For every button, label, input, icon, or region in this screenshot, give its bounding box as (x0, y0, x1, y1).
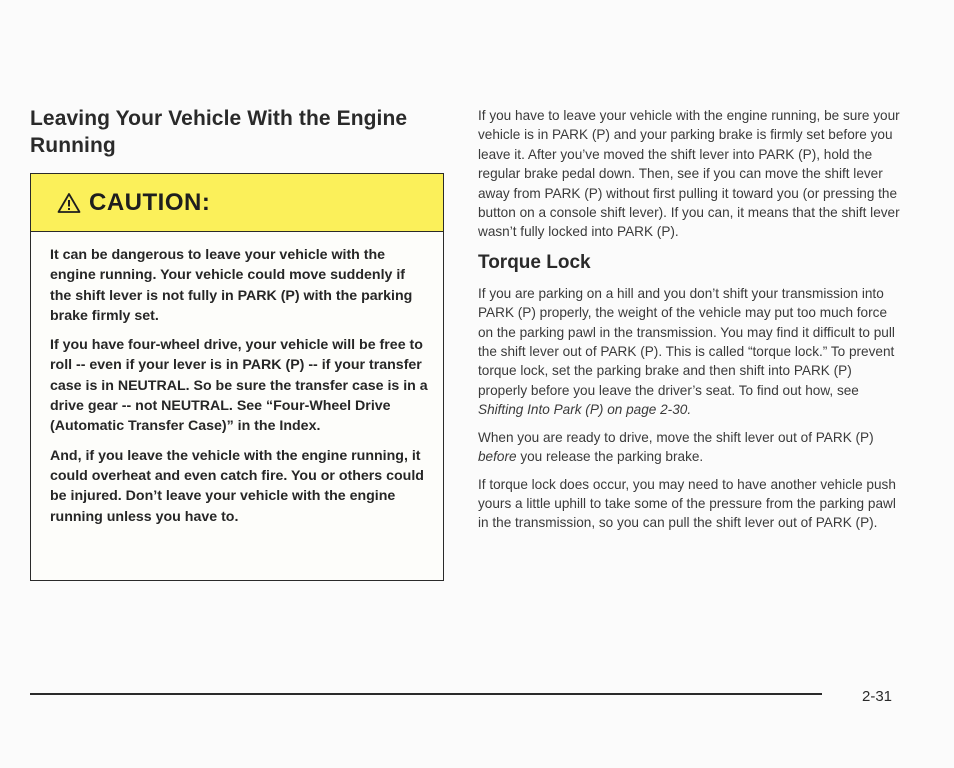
section-title: Leaving Your Vehicle With the Engine Running (30, 107, 408, 157)
caution-header (31, 174, 443, 232)
torque-paragraph-2 (478, 428, 903, 467)
caution-paragraph: If you have four-wheel drive, your vehicle will be free to roll -- even if your lever is in PARK (P) -- if your transfer case is in NEUTRAL. So be sure the transfer case is in a drive gear -- not NEUTRAL. See “Four-Wheel Drive (Automatic Transfer Case)” in the Index. (50, 337, 428, 435)
caution-paragraph: It can be dangerous to leave your vehicle with the engine running. Your vehicle could move suddenly if the shift lever is not fully in PARK (P) with the parking brake firmly set. (50, 247, 413, 324)
left-column (30, 105, 446, 159)
torque-paragraph-1 (478, 284, 903, 420)
cross-reference: Shifting Into Park (P) on page 2-30. (478, 402, 692, 418)
torque-paragraph-3: If torque lock does occur, you may need to have another vehicle push yours a little uphill to take some of the pressure from the parking pawl in the transmission, so you can pull the shift lever out of PARK (P). (478, 476, 896, 531)
caution-label: CAUTION: (89, 188, 211, 216)
torque-paragraph-2-a: When you are ready to drive, move the shift lever out of PARK (P) (478, 429, 874, 445)
footer-rule (30, 693, 822, 695)
page-number: 2-31 (862, 688, 893, 705)
warning-triangle-icon (57, 192, 81, 214)
emphasis-before: before (478, 449, 517, 465)
caution-paragraph: And, if you leave the vehicle with the engine running, it could overheat and even catch fire. You or others could be injured. Don’t leave your vehicle with the engine running unless you have to. (50, 447, 424, 525)
caution-body (31, 232, 443, 527)
torque-lock-heading: Torque Lock (478, 251, 591, 273)
intro-paragraph: If you have to leave your vehicle with the engine running, be sure your vehicle is in PARK (P) and your parking brake is firmly set before you leave it. After you’ve moved the shift lever into PARK (P), hold the regular brake pedal down. Then, see if you can move the shift lever away from PARK (P) without first pulling it toward you (or pressing the button on a console shift lever). If you can, it means that the shift lever wasn’t fully locked into PARK (P). (478, 108, 900, 240)
torque-paragraph-1-text: If you are parking on a hill and you don’t shift your transmission into PARK (P) properly, the weight of the vehicle may put too much force on the parking pawl in the transmission. You may find it difficult to pull the shift lever out of PARK (P). This is called “torque lock.” To prevent torque lock, set the parking brake and then shift into PARK (P) properly before you leave the driver’s seat. To find out how, see (478, 285, 895, 398)
right-column (478, 106, 903, 541)
torque-paragraph-2-b: you release the parking brake. (520, 449, 704, 465)
caution-box (30, 173, 444, 581)
